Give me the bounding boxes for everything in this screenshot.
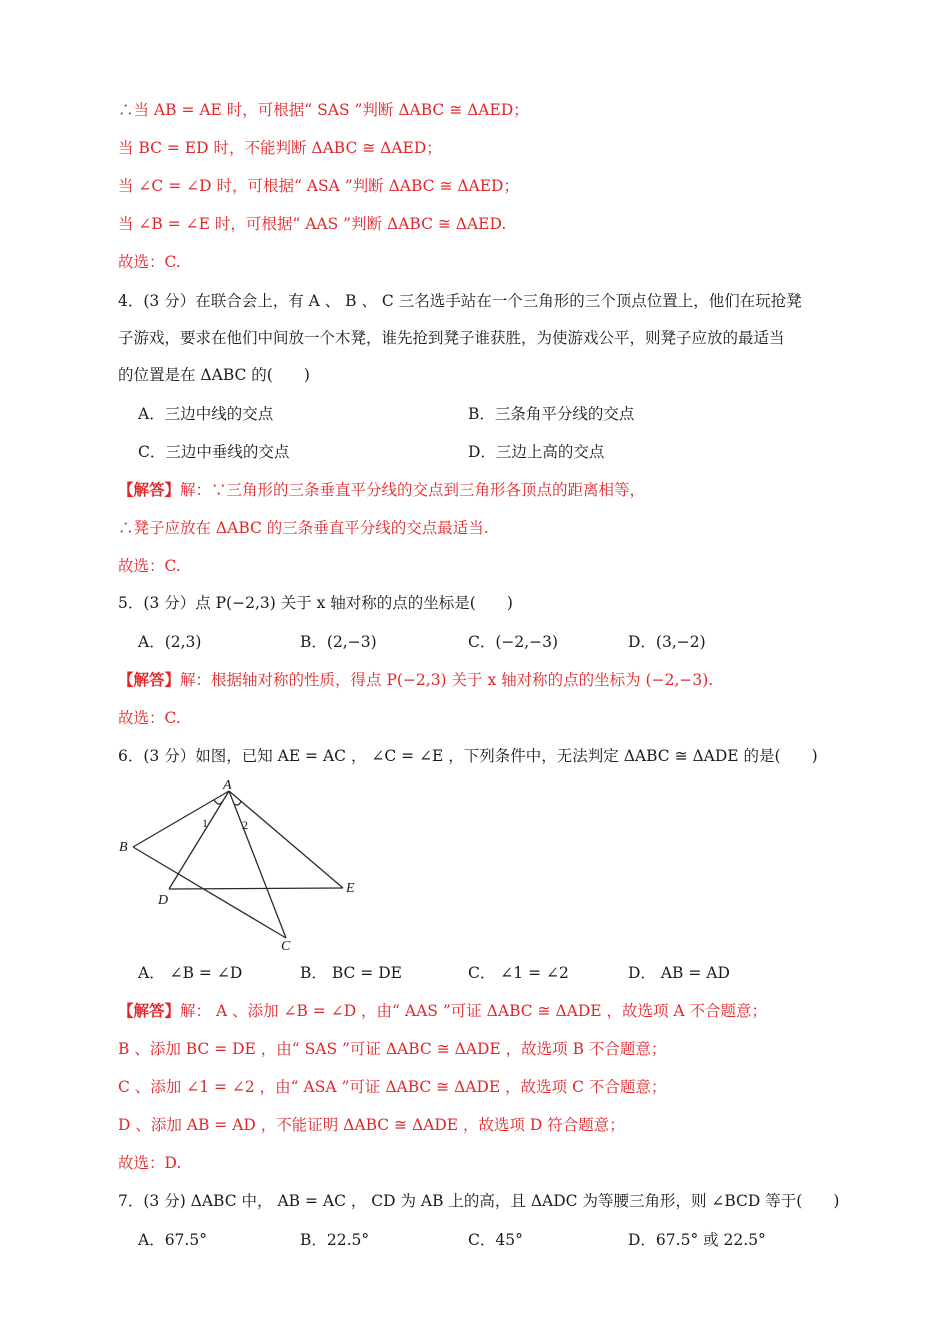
q6-option-c: C． ∠1 = ∠2 — [468, 964, 569, 982]
q6-answer-line-4: D 、添加 AB = AD ，不能证明 ΔABC ≅ ΔADE ，故选项 D 符合题意； — [118, 1116, 625, 1134]
q6-answer-line-1 — [118, 1000, 767, 1022]
answer-line-bc-ed: 当 BC = ED 时，不能判断 ΔABC ≅ ΔAED； — [118, 139, 442, 157]
q5-answer-text: 解：根据轴对称的性质，得点 P(−2,3) 关于 x 轴对称的点的坐标为 (−2,−3). — [180, 671, 714, 689]
q7-stem: 7．(3 分) ΔABC 中， AB = AC ， CD 为 AB 上的高，且 ΔADC 为等腰三角形，则 ∠BCD 等于( ) — [118, 1192, 840, 1210]
label-angle-1: 1 — [202, 816, 208, 830]
label-a: A — [223, 778, 232, 793]
answer-tag: 【解答】 — [118, 480, 181, 499]
q4-answer-line-2: ∴凳子应放在 ΔABC 的三条垂直平分线的交点最适当. — [118, 519, 489, 537]
q5-answer-choice: 故选：C. — [118, 709, 181, 727]
q5-option-a: A．(2,3) — [138, 633, 202, 651]
angle-2-arc — [234, 801, 241, 805]
q4-option-a: A．三边中线的交点 — [138, 405, 274, 423]
q6-option-d: D． AB = AD — [628, 964, 730, 982]
q4-option-b: B．三条角平分线的交点 — [468, 405, 635, 423]
q5-answer-line — [118, 669, 713, 691]
q5-option-c: C．(−2,−3) — [468, 633, 559, 651]
q7-option-d: D．67.5° 或 22.5° — [628, 1231, 766, 1249]
q4-answer-line-1 — [118, 479, 645, 501]
answer-choice: 故选：C. — [118, 253, 181, 271]
q4-option-c: C．三边中垂线的交点 — [138, 443, 290, 461]
answer-line-asa: 当 ∠C = ∠D 时，可根据“ ASA ”判断 ΔABC ≅ ΔAED； — [118, 177, 519, 195]
segment-de — [169, 888, 343, 889]
label-b: B — [119, 840, 128, 855]
q5-option-b: B．(2,−3) — [300, 633, 377, 651]
answer-tag: 【解答】 — [118, 670, 181, 689]
angle-1-arc — [214, 800, 222, 804]
q4-option-d: D．三边上高的交点 — [468, 443, 605, 461]
segment-ae — [229, 791, 343, 888]
segment-ac — [229, 791, 286, 938]
q4-answer-choice: 故选：C. — [118, 557, 181, 575]
label-e: E — [346, 881, 355, 896]
answer-tag: 【解答】 — [118, 1001, 181, 1020]
q6-answer-text: 解： A 、添加 ∠B = ∠D ，由“ AAS ”可证 ΔABC ≅ ΔADE ，故选项 A 不合题意； — [180, 1002, 768, 1020]
q6-stem: 6．(3 分）如图，已知 AE = AC ， ∠C = ∠E ，下列条件中，无法判定 ΔABC ≅ ΔADE 的是( ) — [118, 747, 818, 765]
q6-answer-line-3: C 、添加 ∠1 = ∠2 ，由“ ASA ”可证 ΔABC ≅ ΔADE ，故选项 C 不合题意； — [118, 1078, 667, 1096]
q4-stem-line-3: 的位置是在 ΔABC 的( ) — [118, 366, 310, 384]
q4-stem-line-1: 4．(3 分）在联合会上，有 A 、 B 、 C 三名选手站在一个三角形的三个顶点位置上，他们在玩抢凳 — [118, 292, 802, 310]
q7-option-c: C．45° — [468, 1231, 523, 1249]
q7-option-b: B．22.5° — [300, 1231, 370, 1249]
label-c: C — [281, 939, 291, 953]
q5-stem: 5．(3 分）点 P(−2,3) 关于 x 轴对称的点的坐标是( ) — [118, 594, 513, 612]
q7-option-a: A．67.5° — [138, 1231, 207, 1249]
q6-geometry-figure — [118, 778, 378, 953]
answer-line-sas: ∴当 AB = AE 时，可根据“ SAS ”判断 ΔABC ≅ ΔAED； — [118, 101, 529, 119]
q4-stem-line-2: 子游戏，要求在他们中间放一个木凳，谁先抢到凳子谁获胜，为使游戏公平，则凳子应放的最适当 — [118, 329, 785, 347]
segment-ab — [133, 791, 229, 847]
q6-option-a: A． ∠B = ∠D — [138, 964, 243, 982]
label-angle-2: 2 — [242, 818, 248, 832]
q4-answer-text: 解：∵三角形的三条垂直平分线的交点到三角形各顶点的距离相等， — [180, 481, 646, 499]
segment-bc — [133, 847, 286, 938]
q6-answer-choice: 故选：D. — [118, 1154, 182, 1172]
q6-answer-line-2: B 、添加 BC = DE ，由“ SAS ”可证 ΔABC ≅ ΔADE ，故选项 B 不合题意； — [118, 1040, 667, 1058]
label-d: D — [158, 893, 169, 908]
answer-line-aas: 当 ∠B = ∠E 时，可根据“ AAS ”判断 ΔABC ≅ ΔAED. — [118, 215, 507, 233]
q5-option-d: D．(3,−2) — [628, 633, 706, 651]
q6-option-b: B． BC = DE — [300, 964, 402, 982]
